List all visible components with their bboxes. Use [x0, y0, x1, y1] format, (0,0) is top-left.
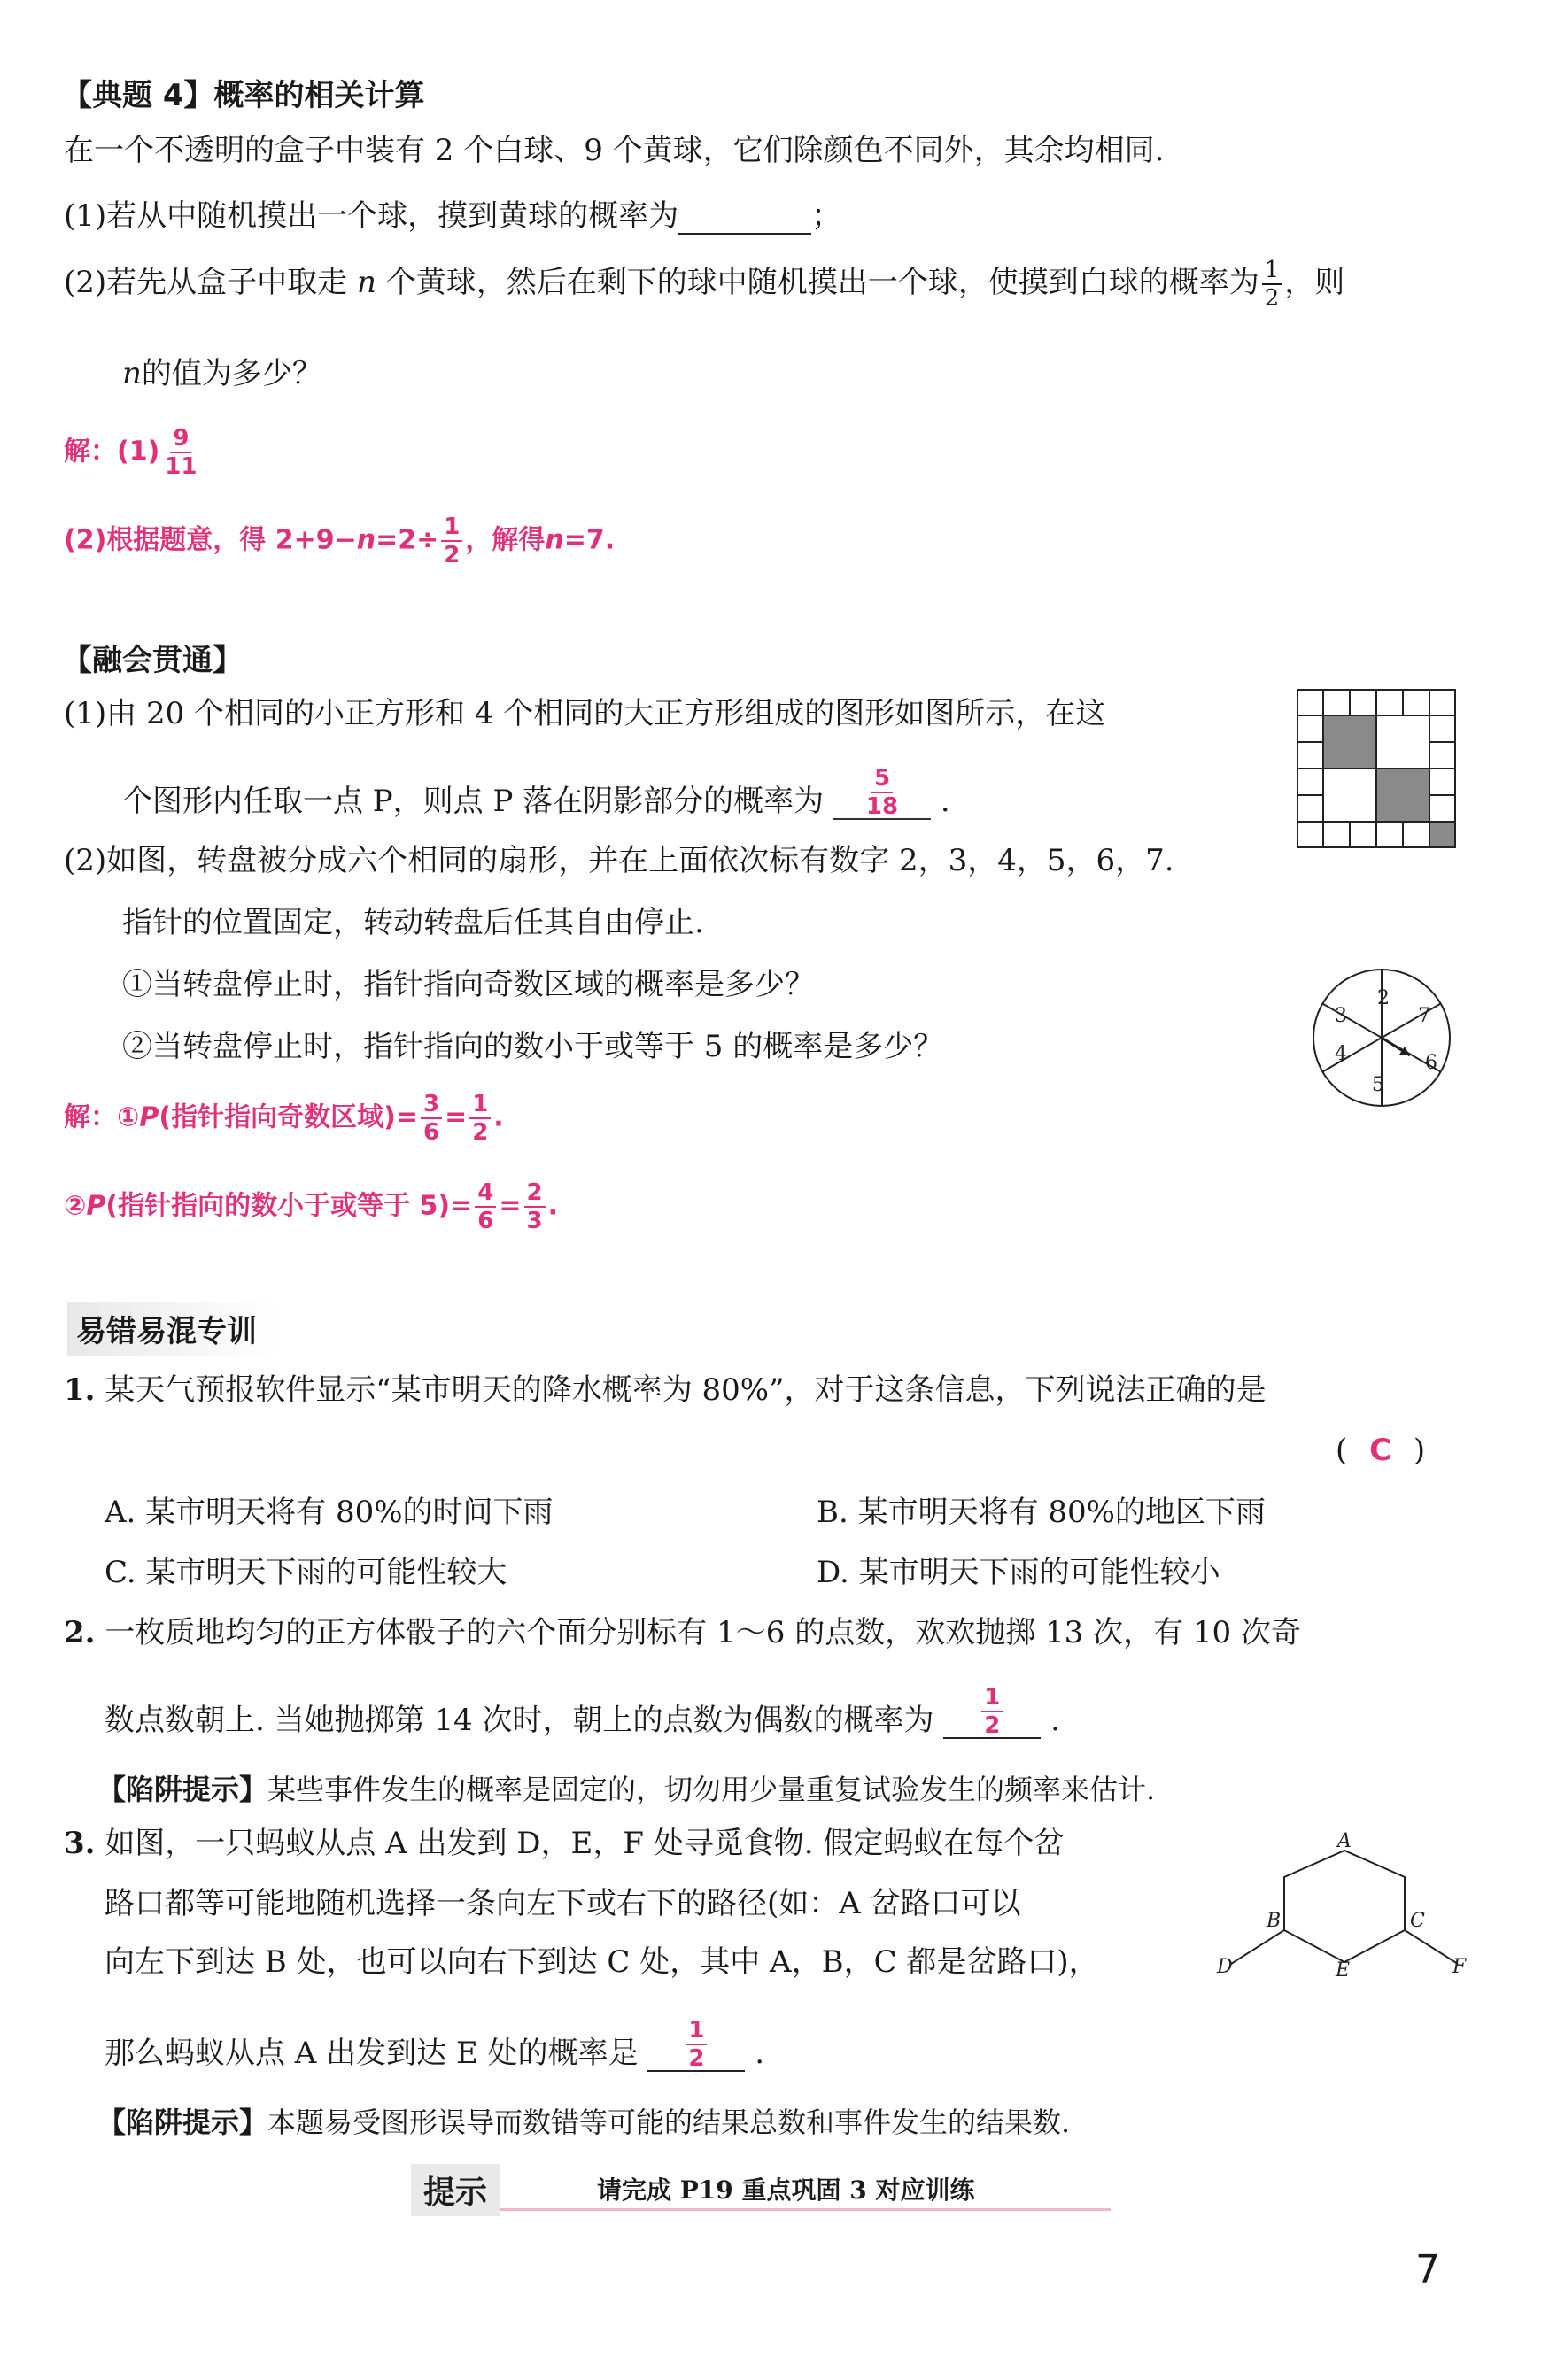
errors-q3-line2: 路口都等可能地随机选择一条向左下或右下的路径(如：A 岔路口可以	[105, 1886, 1021, 1921]
q2-end: .	[1050, 1703, 1060, 1739]
frac-den: 6	[422, 1119, 440, 1146]
p2-ans2-a: ②	[64, 1190, 87, 1222]
shaded-small-square	[1429, 822, 1456, 848]
trap-text: 某些事件发生的概率是固定的，切勿用少量重复试验发生的频率来估计.	[267, 1773, 1156, 1806]
frac-num: 3	[421, 1093, 442, 1119]
paren-close: )	[1413, 1433, 1426, 1468]
frac-num: 1	[441, 515, 462, 542]
frac-num: 4	[475, 1181, 496, 1208]
errors-q2-line1	[64, 1615, 1301, 1651]
p2-ans1-frac1	[421, 1093, 442, 1144]
trap-hint-1	[97, 1767, 1155, 1808]
example-q1-end: ；	[811, 198, 842, 234]
spinner-label: 3	[1335, 1005, 1347, 1027]
frac-num: 5	[871, 767, 893, 793]
frac-num: 1	[1262, 259, 1282, 285]
q3-line4-text: 那么蚂蚁从点 A 出发到达 E 处的概率是	[105, 2036, 639, 2072]
practice-heading: 【融会贯通】	[62, 643, 243, 678]
grid-figure	[1297, 689, 1456, 848]
trap-tag: 【陷阱提示】	[97, 2106, 268, 2139]
spinner-figure	[1311, 967, 1452, 1109]
q3-answer-fraction	[686, 2019, 707, 2070]
point-label-c: C	[1410, 1910, 1425, 1932]
p2-ans1-eq: =	[445, 1101, 468, 1133]
example-q2-line2-text: 的值为多少？	[141, 356, 322, 391]
point-label-d: D	[1217, 1956, 1233, 1978]
practice-p1-line2	[122, 767, 950, 820]
errors-section-title: 易错易混专训	[67, 1302, 278, 1356]
answer-2-d: =7.	[563, 524, 616, 556]
p1-end: .	[940, 784, 950, 820]
frac-num: 1	[981, 1686, 1003, 1712]
hint-text: 请完成 P19 重点巩固 3 对应训练	[597, 2175, 975, 2205]
frac-den: 2	[688, 2045, 705, 2072]
p1-answer-fraction	[864, 767, 901, 818]
q3-answer-blank	[647, 2019, 745, 2072]
example-q1-blank	[678, 197, 811, 235]
q1-text: 某天气预报软件显示“某市明天的降水概率为 80%”，对于这条信息，下列说法正确的是	[105, 1372, 1267, 1408]
p2-ans2-end: .	[547, 1190, 559, 1222]
point-label-a: A	[1337, 1831, 1352, 1852]
p2-ans2-frac2	[524, 1181, 546, 1232]
q1-answer: C	[1369, 1433, 1392, 1468]
example-intro: 在一个不透明的盒子中装有 2 个白球、9 个黄球，它们除颜色不同外，其余均相同.	[64, 133, 1165, 168]
answer-2-a: (2)根据题意，得 2+9−	[64, 524, 357, 556]
q3-line1-text: 如图，一只蚂蚁从点 A 出发到 D，E，F 处寻觅食物. 假定蚂蚁在每个岔	[105, 1826, 1065, 1861]
p2-ans1-b: (指针指向奇数区域)=	[159, 1101, 418, 1133]
practice-p1-line1: (1)由 20 个相同的小正方形和 4 个相同的大正方形组成的图形如图所示，在这	[64, 696, 1106, 731]
spinner-label: 5	[1372, 1074, 1384, 1096]
example-q2-line2	[122, 356, 322, 392]
p2-ans1-end: .	[493, 1101, 504, 1133]
q1-answer-paren	[1336, 1433, 1425, 1469]
q2-line2-text: 数点数朝上. 当她抛掷第 14 次时，朝上的点数为偶数的概率为	[105, 1703, 934, 1739]
trap-text: 本题易受图形误导而数错等可能的结果总数和事件发生的结果数.	[267, 2106, 1071, 2139]
practice-p2-line2: 指针的位置固定，转动转盘后任其自由停止.	[122, 905, 704, 940]
trap-hint-2	[97, 2100, 1070, 2141]
paren-open: (	[1336, 1433, 1348, 1468]
answer-2-b: =2÷	[376, 524, 439, 556]
q2-answer-blank	[943, 1686, 1041, 1739]
practice-p2-q1: ①当转盘停止时，指针指向奇数区域的概率是多少？	[122, 967, 815, 1002]
errors-q3-line1	[64, 1826, 1064, 1862]
example-q2-end: ，则	[1284, 265, 1345, 300]
p2-ans2-p: P	[86, 1190, 106, 1222]
frac-den: 2	[444, 542, 461, 568]
errors-q2-line2	[105, 1686, 1060, 1739]
q1-option-c: C. 某市明天下雨的可能性较大	[105, 1555, 507, 1590]
path-lines	[1231, 1851, 1458, 1964]
answer-1-prefix: 解：(1)	[64, 436, 160, 468]
example-q2-part2: 个黄球，然后在剩下的球中随机摸出一个球，使摸到白球的概率为	[385, 265, 1259, 300]
frac-den: 2	[472, 1119, 489, 1146]
practice-answer-2	[64, 1181, 558, 1232]
answer-1-fraction	[162, 427, 199, 478]
frac-num: 9	[170, 427, 191, 453]
p2-ans2-eq: =	[499, 1190, 522, 1222]
frac-den: 11	[165, 453, 198, 480]
errors-q1	[64, 1372, 1266, 1409]
q2-number: 2.	[64, 1615, 96, 1650]
q3-end: .	[755, 2036, 765, 2072]
q2-line1-text: 一枚质地均匀的正方体骰子的六个面分别标有 1～6 的点数，欢欢抛掷 13 次，有 10 次奇	[105, 1615, 1301, 1650]
example-q2-line2-var: n	[122, 356, 142, 391]
frac-num: 2	[524, 1181, 546, 1208]
grid-shaded-squares	[1323, 715, 1456, 848]
example-answer-1	[64, 427, 202, 478]
hint-label: 提示	[411, 2164, 500, 2216]
frac-den: 18	[865, 793, 899, 820]
trap-tag: 【陷阱提示】	[97, 1773, 268, 1806]
answer-2-fraction	[441, 515, 462, 567]
q3-number: 3.	[64, 1826, 96, 1861]
errors-q3-line3: 向左下到达 B 处，也可以向右下到达 C 处，其中 A，B，C 都是岔路口)，	[105, 1944, 1099, 1980]
frac-num: 1	[686, 2019, 707, 2045]
example-q2-line1	[64, 259, 1344, 310]
spinner-label: 2	[1377, 987, 1390, 1009]
practice-p2-q2: ②当转盘停止时，指针指向的数小于或等于 5 的概率是多少？	[122, 1029, 944, 1064]
example-title: 概率的相关计算	[213, 78, 425, 113]
frac-den: 3	[526, 1208, 543, 1234]
p1-answer-blank	[833, 767, 931, 820]
p2-ans2-b: (指针指向的数小于或等于 5)=	[105, 1190, 473, 1222]
spinner-label: 4	[1335, 1043, 1347, 1065]
q1-option-a: A. 某市明天将有 80%的时间下雨	[105, 1495, 554, 1530]
answer-2-c: ，解得	[465, 524, 546, 556]
q1-number: 1.	[64, 1372, 96, 1408]
example-q2-part1: (2)若先从盒子中取走	[64, 265, 348, 300]
spinner-label: 6	[1425, 1052, 1437, 1074]
point-label-f: F	[1452, 1956, 1467, 1978]
frac-den: 6	[477, 1208, 494, 1234]
q1-option-d: D. 某市明天下雨的可能性较小	[817, 1555, 1220, 1590]
shaded-big-square	[1323, 715, 1376, 769]
q1-option-b: B. 某市明天将有 80%的地区下雨	[817, 1495, 1266, 1530]
example-q2-var: n	[356, 265, 376, 300]
frac-num: 1	[469, 1093, 491, 1119]
errors-q3-line4	[105, 2019, 764, 2072]
p1-line2-text: 个图形内任取一点 P，则点 P 落在阴影部分的概率为	[122, 784, 825, 820]
example-tag: 【典题 4】	[62, 78, 214, 113]
p2-ans1-p: P	[139, 1101, 159, 1133]
point-label-e: E	[1336, 1959, 1351, 1978]
example-answer-2	[64, 515, 615, 567]
point-label-b: B	[1267, 1910, 1282, 1932]
example-q2-fraction	[1262, 259, 1282, 310]
shaded-big-square	[1376, 769, 1429, 822]
path-figure	[1213, 1831, 1470, 1978]
example-q1	[64, 197, 841, 235]
practice-p2-line1: (2)如图，转盘被分成六个相同的扇形，并在上面依次标有数字 2，3，4，5，6，7.	[64, 843, 1174, 878]
q2-answer-fraction	[981, 1686, 1003, 1737]
example-heading	[62, 71, 425, 114]
p2-ans2-frac1	[475, 1181, 496, 1232]
example-q1-text: (1)若从中随机摸出一个球，摸到黄球的概率为	[64, 198, 679, 234]
answer-2-var2: n	[545, 524, 564, 556]
page-number: 7	[1415, 2247, 1440, 2292]
p2-ans1-frac2	[469, 1093, 491, 1144]
p2-ans1-a: 解：①	[64, 1101, 140, 1133]
answer-2-var: n	[356, 524, 376, 556]
practice-answer-1	[64, 1093, 504, 1144]
spinner-label: 7	[1418, 1005, 1430, 1027]
frac-den: 2	[1264, 285, 1280, 312]
hint-bar	[411, 2164, 1111, 2211]
frac-den: 2	[984, 1712, 1001, 1739]
